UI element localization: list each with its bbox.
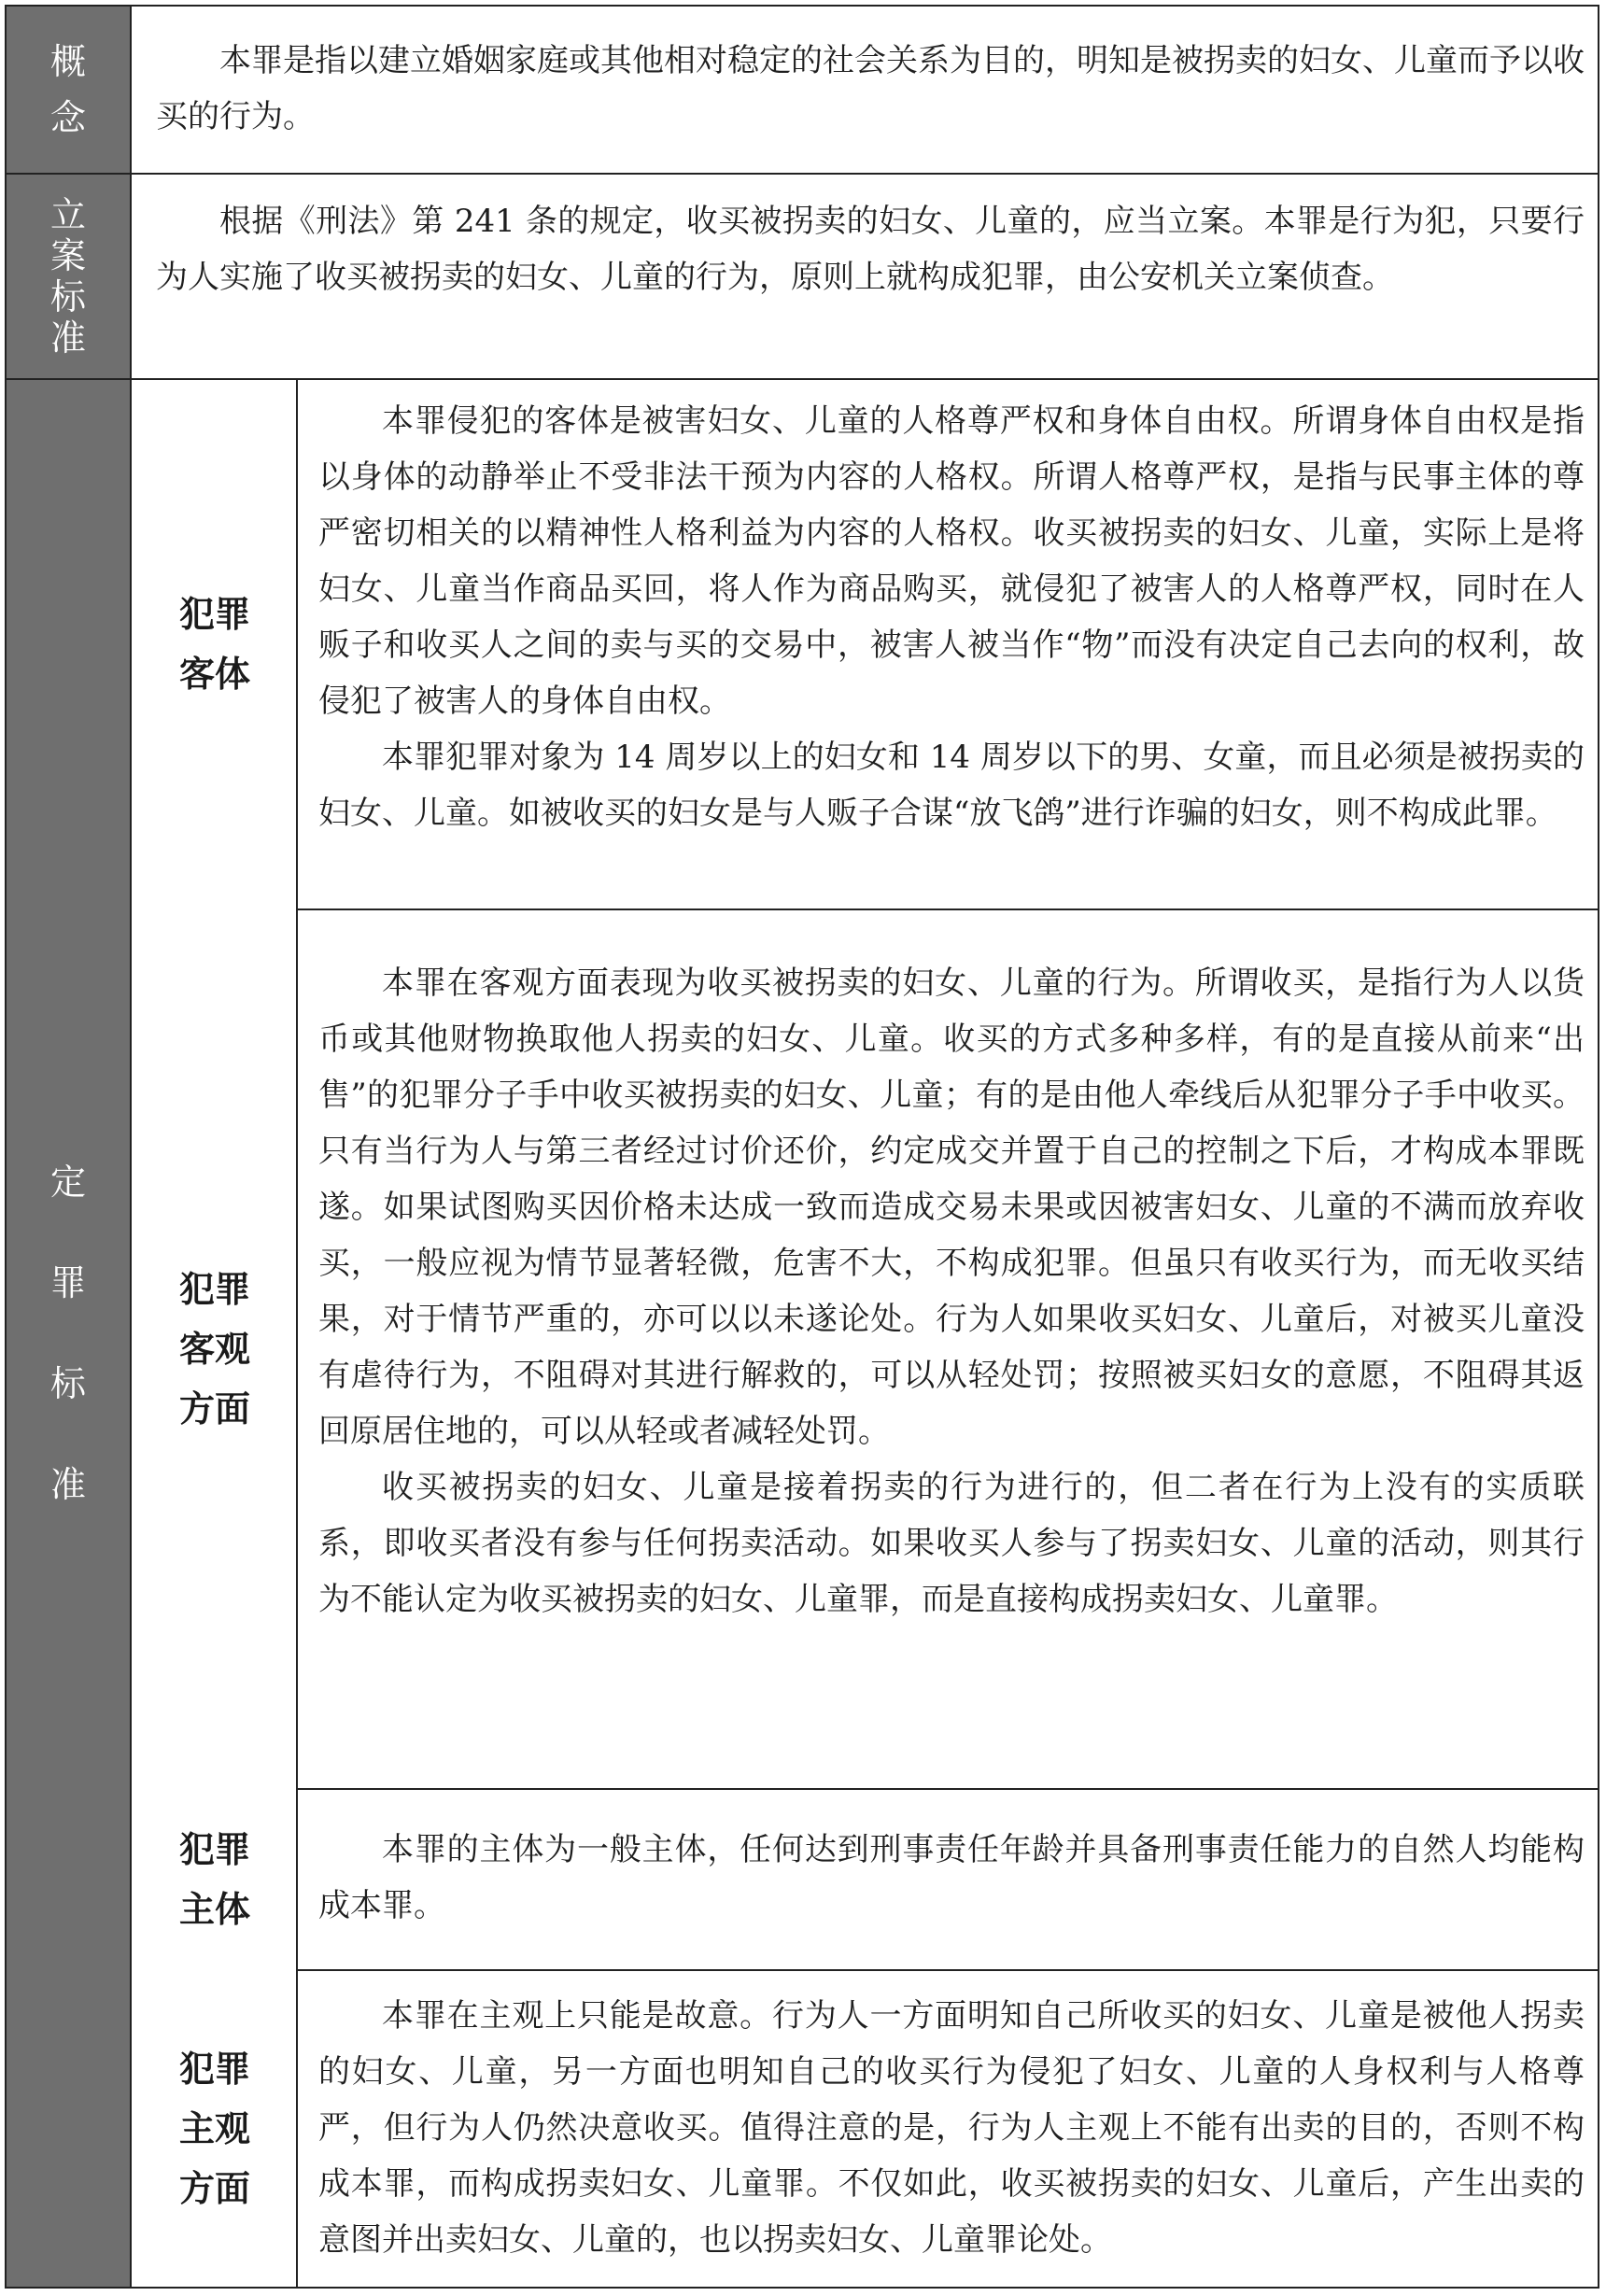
filing-header-char: 案 bbox=[49, 235, 86, 276]
object-paragraph: 本罪侵犯的客体是被害妇女、儿童的人格尊严权和身体自由权。所谓身体自由权是指以身体的动静举止不受非法干预为内容的人格权。所谓人格尊严权，是指与民事主体的尊严密切相关的以精神性人格利益为内容的人格权。收买被拐卖的妇女、儿童，实际上是将妇女、儿童当作商品买回，将人作为商品购买，就侵犯了被害人的人格尊严权，同时在人贩子和收买人之间的卖与买的交易中，被害人被当作“物”而没有决定自己去向的权利，故侵犯了被害人的身体自由权。 bbox=[318, 402, 1585, 720]
row-divider bbox=[298, 909, 1598, 910]
filing-paragraph: 根据《刑法》第 241 条的规定，收买被拐卖的妇女、儿童的，应当立案。本罪是行为犯，只要行为人实施了收买被拐卖的妇女、儿童的行为，原则上就构成犯罪，由公安机关立案侦查。 bbox=[156, 203, 1585, 296]
conviction-header-char: 准 bbox=[49, 1464, 86, 1505]
object-content bbox=[318, 393, 1585, 841]
subjective-paragraph: 本罪在主观上只能是故意。行为人一方面明知自己所收买的妇女、儿童是被他人拐卖的妇女、儿童，另一方面也明知自己的收买行为侵犯了妇女、儿童的人身权利与人格尊严，但行为人仍然决意收买。值得注意的是，行为人主观上不能有出卖的目的，否则不构成本罪，而构成拐卖妇女、儿童罪。不仅如此，收买被拐卖的妇女、儿童后，产生出卖的意图并出卖妇女、儿童的，也以拐卖妇女、儿童罪论处。 bbox=[318, 1997, 1585, 2259]
object-subheader-line: 犯罪 bbox=[178, 594, 250, 635]
concept-header-char: 概 bbox=[49, 41, 86, 82]
conviction-header bbox=[7, 380, 132, 2287]
subject-subheader bbox=[134, 1790, 296, 1969]
object-subheader-line: 客体 bbox=[178, 654, 250, 695]
subject-content bbox=[318, 1822, 1585, 1934]
concept-paragraph: 本罪是指以建立婚姻家庭或其他相对稳定的社会关系为目的，明知是被拐卖的妇女、儿童而予以收买的行为。 bbox=[156, 42, 1585, 135]
subjective-subheader-line: 犯罪 bbox=[178, 2049, 250, 2090]
subjective-subheader-line: 方面 bbox=[178, 2168, 250, 2209]
subject-subheader-line: 犯罪 bbox=[178, 1829, 250, 1870]
subjective-subheader-line: 主观 bbox=[178, 2108, 250, 2149]
row-divider bbox=[298, 1788, 1598, 1790]
column-divider bbox=[296, 380, 298, 2287]
object-subheader bbox=[134, 380, 296, 909]
conviction-header-char: 标 bbox=[49, 1363, 86, 1404]
conviction-header-char: 定 bbox=[49, 1162, 86, 1203]
filing-header-char: 立 bbox=[49, 194, 86, 235]
row-divider bbox=[298, 1969, 1598, 1971]
subject-paragraph: 本罪的主体为一般主体，任何达到刑事责任年龄并具备刑事责任能力的自然人均能构成本罪。 bbox=[318, 1831, 1585, 1924]
objective-subheader-line: 方面 bbox=[178, 1388, 250, 1430]
row-divider bbox=[7, 173, 1598, 175]
filing-header-char: 标 bbox=[49, 276, 86, 317]
concept-header-char: 念 bbox=[49, 97, 86, 138]
crime-definition-table bbox=[5, 5, 1599, 2289]
objective-subheader-line: 客观 bbox=[178, 1329, 250, 1370]
concept-content bbox=[156, 33, 1585, 145]
subject-subheader-line: 主体 bbox=[178, 1889, 250, 1930]
objective-content bbox=[318, 955, 1585, 1627]
filing-header-char: 准 bbox=[49, 317, 86, 359]
objective-subheader-line: 犯罪 bbox=[178, 1269, 250, 1310]
subjective-subheader bbox=[134, 1971, 296, 2287]
filing-content bbox=[156, 193, 1585, 305]
object-paragraph: 本罪犯罪对象为 14 周岁以上的妇女和 14 周岁以下的男、女童，而且必须是被拐卖的妇女、儿童。如被收买的妇女是与人贩子合谋“放飞鸽”进行诈骗的妇女，则不构成此罪。 bbox=[318, 739, 1585, 832]
objective-subheader bbox=[134, 910, 296, 1788]
objective-paragraph: 本罪在客观方面表现为收买被拐卖的妇女、儿童的行为。所谓收买，是指行为人以货币或其他财物换取他人拐卖的妇女、儿童。收买的方式多种多样，有的是直接从前来“出售”的犯罪分子手中收买被拐卖的妇女、儿童；有的是由他人牵线后从犯罪分子手中收买。只有当行为人与第三者经过讨价还价，约定成交并置于自己的控制之下后，才构成本罪既遂。如果试图购买因价格未达成一致而造成交易未果或因被害妇女、儿童的不满而放弃收买，一般应视为情节显著轻微，危害不大，不构成犯罪。但虽只有收买行为，而无收买结果，对于情节严重的，亦可以以未遂论处。行为人如果收买妇女、儿童后，对被买儿童没有虐待行为，不阻碍对其进行解救的，可以从轻处罚；按照被买妇女的意愿，不阻碍其返回原居住地的，可以从轻或者减轻处罚。 bbox=[318, 965, 1585, 1450]
filing-header bbox=[7, 175, 132, 378]
conviction-header-char: 罪 bbox=[49, 1262, 86, 1303]
objective-paragraph: 收买被拐卖的妇女、儿童是接着拐卖的行为进行的，但二者在行为上没有的实质联系，即收买者没有参与任何拐卖活动。如果收买人参与了拐卖妇女、儿童的活动，则其行为不能认定为收买被拐卖的妇女、儿童罪，而是直接构成拐卖妇女、儿童罪。 bbox=[318, 1469, 1585, 1618]
concept-header bbox=[7, 7, 132, 173]
subjective-content bbox=[318, 1988, 1585, 2268]
